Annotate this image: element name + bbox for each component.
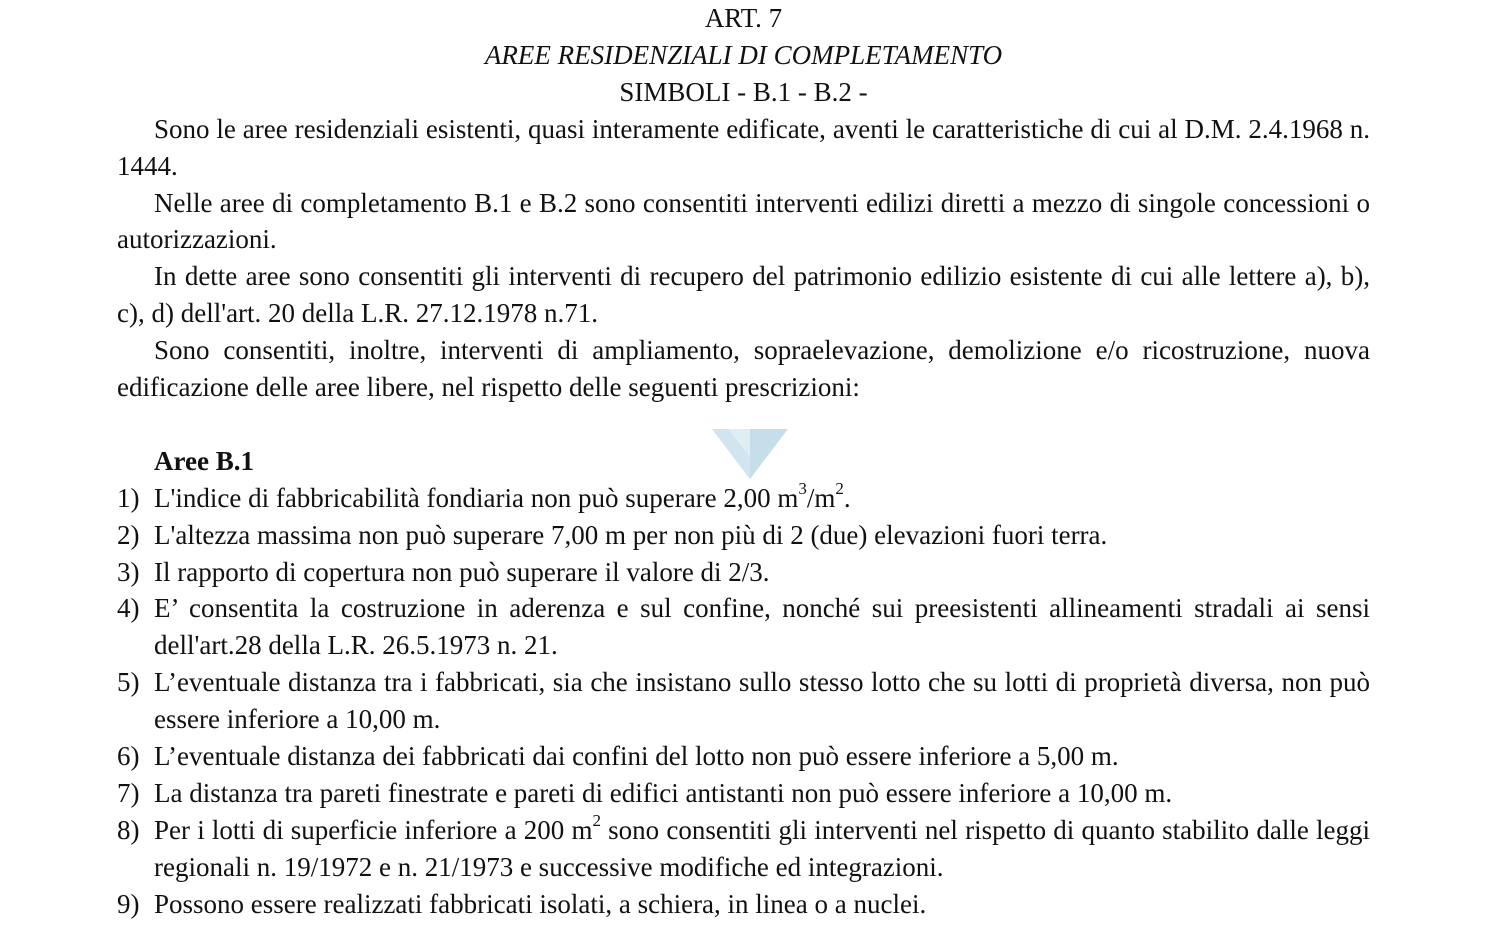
list-item-6: 6) L’eventuale distanza dei fabbricati dai confini del lotto non può essere inferiore a 5,00 m. (117, 738, 1370, 775)
article-number: ART. 7 (704, 3, 783, 33)
paragraph-2: Nelle aree di completamento B.1 e B.2 sono consentiti interventi edilizi diretti a mezzo di singole concessioni o autorizzazioni. (117, 187, 1370, 255)
section-heading: Aree B.1 (154, 445, 254, 476)
document-page (117, 0, 1370, 923)
list-item-9: 9) Possono essere realizzati fabbricati isolati, a schiera, in linea o a nuclei. (117, 886, 1370, 923)
list-number: 4) (117, 593, 140, 624)
article-title: AREE RESIDENZIALI DI COMPLETAMENTO (484, 39, 1003, 70)
list-item-2: 2) L'altezza massima non può superare 7,00 m per non più di 2 (due) elevazioni fuori terra. (117, 517, 1370, 554)
paragraph-1: Sono le aree residenziali esistenti, quasi interamente edificate, aventi le caratteristiche di cui al D.M. 2.4.1968 n. 1444. (117, 113, 1370, 181)
list-item-3: 3) Il rapporto di copertura non può superare il valore di 2/3. (117, 554, 1370, 591)
list-number: 3) (117, 556, 140, 587)
spacer (117, 406, 1370, 443)
list-number: 1) (117, 482, 140, 513)
list-number: 5) (117, 667, 140, 698)
list-item-4: 4) E’ consentita la costruzione in aderenza e sul confine, nonché sui preesistenti allineamenti stradali ai sensi dell'art.28 della L.R. 26.5.1973 n. 21. (117, 590, 1370, 664)
list-item-5: 5) L’eventuale distanza tra i fabbricati, sia che insistano sullo stesso lotto che su lotti di proprietà diversa, non può essere inferiore a 10,00 m. (117, 664, 1370, 738)
paragraph-3: In dette aree sono consentiti gli interventi di recupero del patrimonio edilizio esistente di cui alle lettere a), b), c), d) dell'art. 20 della L.R. 27.12.1978 n.71. (117, 261, 1370, 329)
list-number: 7) (117, 778, 140, 809)
list-number: 9) (117, 888, 140, 919)
paragraph-4: Sono consentiti, inoltre, interventi di ampliamento, sopraelevazione, demolizione e/o ricostruzione, nuova edificazione delle aree libere, nel rispetto delle seguenti prescrizioni: (117, 335, 1370, 403)
list-item-8: 8) Per i lotti di superficie inferiore a 200 $m^2$ sono consentiti gli interventi nel rispetto di quanto stabilito dalle leggi regionali n. 19/1972 e n. 21/1973 e successive modifiche ed integrazioni. (117, 810, 1370, 882)
list-number: 8) (117, 814, 140, 845)
list-number: 6) (117, 741, 140, 772)
list-item-7: 7) La distanza tra pareti finestrate e pareti di edifici antistanti non può essere inferiore a 10,00 m. (117, 775, 1370, 812)
list-number: 2) (117, 519, 140, 550)
article-symbols: SIMBOLI - B.1 - B.2 - (619, 76, 868, 107)
list-item-1: 1) L'indice di fabbricabilità fondiaria non può superare 2,00 $m^3/m^2$. (117, 480, 1370, 517)
